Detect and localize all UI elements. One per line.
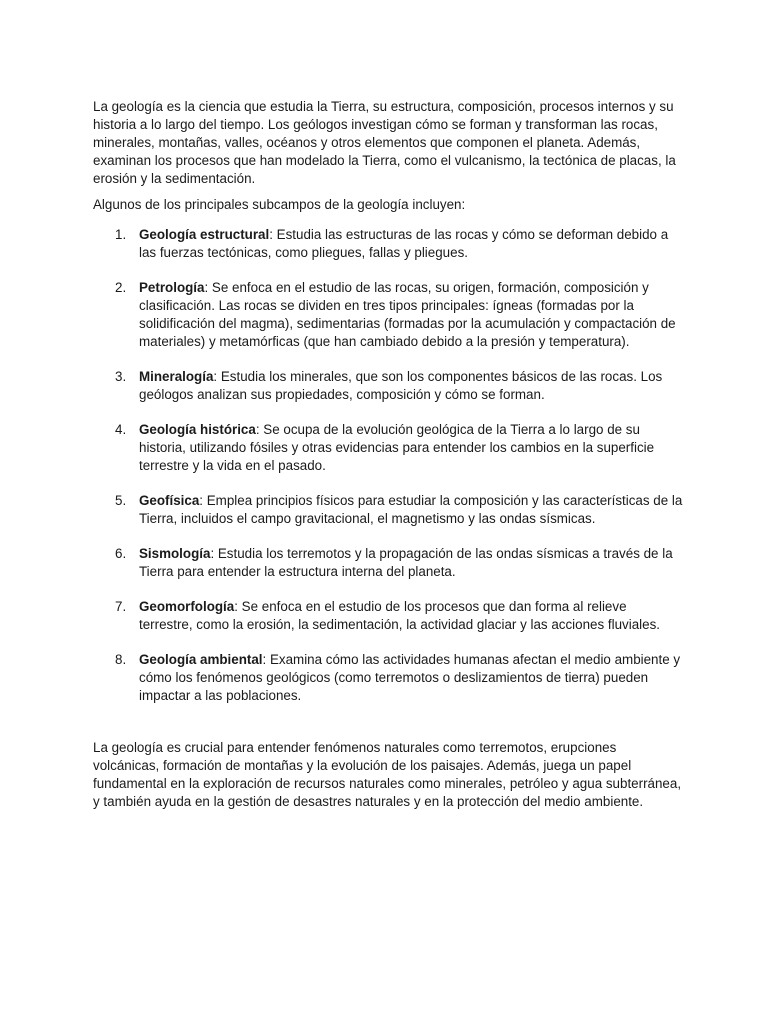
- list-number: 4.: [115, 422, 127, 437]
- subfields-lead: Algunos de los principales subcampos de la geología incluyen:: [93, 197, 466, 212]
- subfield-description: : Estudia los terremotos y la propagación de las ondas sísmicas a través de la Tierra para entender la estructura interna del planeta.: [139, 546, 673, 579]
- subfield-description: : Estudia los minerales, que son los componentes básicos de las rocas. Los geólogos analizan sus propiedades, composición y cómo se forman.: [139, 369, 663, 402]
- subfield-term: Geología ambiental: [139, 652, 263, 667]
- list-number: 2.: [115, 280, 127, 295]
- subfield-term: Sismología: [139, 546, 211, 561]
- subfields-list: [93, 226, 683, 705]
- list-number: 3.: [115, 369, 127, 384]
- closing-paragraph: La geología es crucial para entender fenómenos naturales como terremotos, erupciones volcánicas, formación de montañas y la evolución de los paisajes. Además, juega un papel fundamental en la exploración de recursos naturales como minerales, petróleo y agua subterránea, y también ayuda en la gestión de desastres naturales y en la protección del medio ambiente.: [93, 740, 682, 809]
- list-item: [93, 598, 683, 634]
- list-number: 6.: [115, 546, 127, 561]
- subfield-term: Geología estructural: [139, 227, 270, 242]
- subfield-term: Geofísica: [139, 493, 200, 508]
- subfield-description: : Se ocupa de la evolución geológica de la Tierra a lo largo de su historia, utilizando fósiles y otras evidencias para entender los cambios en la superficie terrestre y la vida en el pasado.: [139, 422, 655, 473]
- subfield-description: : Examina cómo las actividades humanas afectan el medio ambiente y cómo los fenómenos geológicos (como terremotos o deslizamientos de tierra) pueden impactar a las poblaciones.: [139, 652, 681, 703]
- list-item: [93, 226, 683, 262]
- subfield-description: : Estudia las estructuras de las rocas y cómo se deforman debido a las fuerzas tectónicas, como pliegues, fallas y pliegues.: [139, 227, 669, 260]
- list-item: [93, 368, 683, 404]
- subfield-term: Geomorfología: [139, 599, 235, 614]
- list-number: 1.: [115, 227, 127, 242]
- subfield-description: : Se enfoca en el estudio de los procesos que dan forma al relieve terrestre, como la erosión, la sedimentación, la actividad glaciar y las acciones fluviales.: [139, 599, 660, 632]
- list-number: 8.: [115, 652, 127, 667]
- subfield-term: Petrología: [139, 280, 205, 295]
- list-item: [93, 492, 683, 528]
- list-number: 5.: [115, 493, 127, 508]
- list-number: 7.: [115, 599, 127, 614]
- subfield-term: Geología histórica: [139, 422, 256, 437]
- list-item: [93, 279, 683, 351]
- list-item: [93, 651, 683, 705]
- subfield-description: : Se enfoca en el estudio de las rocas, su origen, formación, composición y clasificación. Las rocas se dividen en tres tipos principales: ígneas (formadas por la solidificación del magma), sedimentarias (formadas por la acumulación y compactación de materiales) y metamórficas (que han cambiado debido a la presión y temperatura).: [139, 280, 676, 349]
- list-item: [93, 545, 683, 581]
- subfield-term: Mineralogía: [139, 369, 214, 384]
- intro-paragraph: La geología es la ciencia que estudia la Tierra, su estructura, composición, procesos internos y su historia a lo largo del tiempo. Los geólogos investigan cómo se forman y transforman las rocas, minerales, montañas, valles, océanos y otros elementos que componen el planeta. Además, examinan los procesos que han modelado la Tierra, como el vulcanismo, la tectónica de placas, la erosión y la sedimentación.: [93, 99, 676, 186]
- subfield-description: : Emplea principios físicos para estudiar la composición y las características de la Tierra, incluidos el campo gravitacional, el magnetismo y las ondas sísmicas.: [139, 493, 683, 526]
- document-body: [93, 98, 683, 811]
- list-item: [93, 421, 683, 475]
